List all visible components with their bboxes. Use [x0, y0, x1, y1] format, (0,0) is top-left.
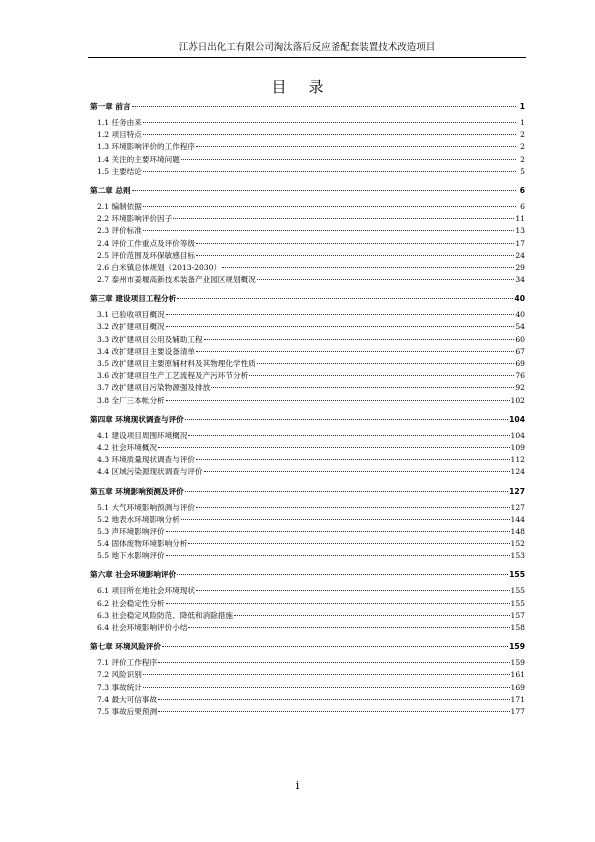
chapter-entry[interactable]: [90, 293, 525, 309]
section-title: 3.5 改扩建项目主要原辅材料及其物理化学性质: [97, 359, 256, 368]
chapter-title: 第六章 社会环境影响评价: [90, 570, 177, 580]
section-title: 5.3 声环境影响评价: [97, 526, 165, 536]
chapter-entry[interactable]: [90, 185, 525, 201]
section-page-number: 148: [510, 526, 525, 536]
section-page-number: 158: [510, 623, 525, 632]
dot-leader: [166, 400, 510, 401]
chapter-title: 第二章 总则: [90, 185, 131, 195]
section-title: 7.1 评价工作程序: [97, 658, 158, 668]
section-title: 1.2 项目特点: [97, 130, 142, 140]
dot-leader: [177, 298, 513, 299]
dot-leader: [143, 206, 516, 207]
section-entry[interactable]: [90, 346, 525, 358]
section-title: 7.5 事故后果预测: [97, 706, 158, 716]
section-entry[interactable]: [90, 117, 525, 129]
section-entry[interactable]: [90, 502, 525, 514]
section-page-number: 92: [515, 383, 525, 393]
section-entry[interactable]: [90, 238, 525, 250]
section-entry[interactable]: [90, 514, 525, 526]
section-title: 7.2 风险识别: [97, 670, 142, 680]
toc-chapter: [90, 414, 525, 479]
section-page-number: 76: [515, 371, 525, 381]
dot-leader: [222, 267, 514, 268]
dot-leader: [196, 590, 509, 591]
section-page-number: 40: [515, 310, 525, 320]
dot-leader: [185, 419, 508, 420]
section-page-number: 11: [515, 214, 525, 224]
section-page-number: 124: [510, 467, 525, 477]
section-entry[interactable]: [90, 309, 525, 321]
dot-leader: [143, 171, 516, 172]
table-of-contents: [90, 101, 525, 718]
dot-leader: [173, 218, 514, 219]
section-entry[interactable]: [90, 598, 525, 610]
section-title: 3.2 改扩建项目概况: [97, 322, 165, 332]
toc-chapter: [90, 641, 525, 718]
dot-leader: [257, 363, 515, 364]
section-entry[interactable]: [90, 682, 525, 694]
dot-leader: [196, 243, 514, 244]
section-entry[interactable]: [90, 706, 525, 718]
dot-leader: [158, 447, 509, 448]
dot-leader: [181, 519, 510, 520]
section-page-number: 60: [515, 334, 525, 344]
section-title: 2.1 编制依据: [97, 201, 142, 211]
section-page-number: 109: [510, 442, 525, 452]
section-entry[interactable]: [90, 166, 525, 178]
dot-leader: [249, 375, 514, 376]
dot-leader: [166, 603, 510, 604]
chapter-entry[interactable]: [90, 486, 525, 502]
section-page-number: 153: [510, 551, 525, 561]
dot-leader: [234, 615, 510, 616]
section-title: 5.2 地表水环境影响分析: [97, 514, 180, 524]
section-title: 2.4 评价工作重点及评价等级: [97, 238, 196, 248]
dot-leader: [185, 491, 508, 492]
section-title: 1.4 关注的主要环境问题: [97, 154, 180, 164]
chapter-title: 第五章 环境影响预测及评价: [90, 486, 184, 496]
chapter-page-number: 127: [509, 486, 525, 496]
section-page-number: 5: [520, 166, 525, 176]
section-title: 5.5 地下水影响评价: [97, 551, 165, 561]
chapter-page-number: 155: [509, 570, 525, 580]
chapter-page-number: 159: [509, 642, 525, 652]
section-title: 1.5 主要结论: [97, 166, 142, 176]
section-entry[interactable]: [90, 274, 525, 286]
dot-leader: [188, 543, 509, 544]
section-page-number: 159: [510, 658, 525, 668]
dot-leader: [204, 471, 510, 472]
chapter-title: 第一章 前言: [90, 102, 131, 111]
section-title: 1.3 环境影响评价的工作程序: [97, 142, 196, 152]
section-title: 3.8 全厂三本帐分析: [97, 395, 165, 405]
dot-leader: [177, 574, 508, 575]
section-entry[interactable]: [90, 622, 525, 634]
section-page-number: 2: [520, 130, 525, 140]
dot-leader: [158, 699, 509, 700]
section-entry[interactable]: [90, 382, 525, 394]
section-page-number: 1: [520, 118, 525, 127]
dot-leader: [188, 435, 509, 436]
section-entry[interactable]: [90, 550, 525, 562]
section-page-number: 104: [510, 430, 525, 440]
dot-leader: [143, 230, 514, 231]
dot-leader: [143, 674, 510, 675]
section-title: 4.3 环境质量现状调查与评价: [97, 455, 196, 465]
section-title: 6.1 项目所在地社会环境现状: [97, 586, 196, 596]
section-title: 3.3 改扩建项目公用及辅助工程: [97, 334, 203, 344]
section-page-number: 17: [515, 238, 525, 248]
section-title: 4.1 建设项目周围环境概况: [97, 430, 188, 440]
dot-leader: [257, 279, 515, 280]
section-entry[interactable]: [90, 526, 525, 538]
dot-leader: [143, 122, 516, 123]
section-entry[interactable]: [90, 334, 525, 346]
dot-leader: [132, 106, 516, 107]
section-title: 6.4 社会环境影响评价小结: [97, 623, 188, 632]
chapter-page-number: 1: [519, 102, 525, 111]
section-title: 2.5 评价范围及环保敏感目标: [97, 250, 196, 260]
section-entry[interactable]: [90, 430, 525, 442]
dot-leader: [196, 255, 514, 256]
section-entry[interactable]: [90, 358, 525, 370]
section-page-number: 157: [510, 610, 525, 620]
section-title: 5.4 固体废物环境影响分析: [97, 539, 188, 549]
toc-chapter: [90, 486, 525, 563]
section-page-number: 2: [520, 154, 525, 164]
section-page-number: 67: [515, 346, 525, 356]
section-title: 3.1 已验收项目概况: [97, 310, 165, 320]
section-page-number: 24: [515, 250, 525, 260]
section-entry[interactable]: [90, 585, 525, 597]
section-page-number: 69: [515, 359, 525, 368]
section-page-number: 29: [515, 262, 525, 272]
section-title: 2.2 环境影响评价因子: [97, 214, 173, 224]
section-page-number: 155: [510, 586, 525, 596]
toc-title: 目录: [271, 78, 346, 96]
dot-leader: [166, 314, 515, 315]
dot-leader: [196, 459, 509, 460]
section-entry[interactable]: [90, 610, 525, 622]
chapter-title: 第七章 环境风险评价: [90, 642, 161, 652]
section-title: 3.6 改扩建项目生产工艺流程及产污环节分析: [97, 371, 249, 381]
chapter-entry[interactable]: [90, 101, 525, 117]
chapter-entry[interactable]: [90, 641, 525, 657]
section-title: 6.2 社会稳定性分析: [97, 598, 165, 608]
section-entry[interactable]: [90, 154, 525, 166]
section-entry[interactable]: [90, 262, 525, 274]
section-page-number: 54: [515, 322, 525, 332]
section-page-number: 171: [510, 694, 525, 704]
section-page-number: 161: [510, 670, 525, 680]
toc-chapter: [90, 185, 525, 286]
section-entry[interactable]: [90, 694, 525, 706]
section-entry[interactable]: [90, 225, 525, 237]
dot-leader: [211, 387, 514, 388]
toc-chapter: [90, 569, 525, 634]
section-page-number: 34: [515, 275, 525, 285]
dot-leader: [162, 646, 508, 647]
dot-leader: [143, 687, 510, 688]
chapter-entry[interactable]: [90, 569, 525, 585]
dot-leader: [166, 555, 510, 556]
section-entry[interactable]: [90, 466, 525, 478]
section-page-number: 155: [510, 598, 525, 608]
section-title: 5.1 大气环境影响预测与评价: [97, 502, 196, 512]
section-page-number: 102: [510, 395, 525, 405]
section-page-number: 2: [520, 142, 525, 152]
section-entry[interactable]: [90, 538, 525, 550]
section-entry[interactable]: [90, 669, 525, 681]
section-title: 2.3 评价标准: [97, 226, 142, 236]
toc-chapter: [90, 293, 525, 407]
section-page-number: 13: [515, 226, 525, 236]
section-title: 4.4 区域污染源现状调查与评价: [97, 467, 203, 477]
dot-leader: [181, 159, 516, 160]
section-entry[interactable]: [90, 141, 525, 153]
dot-leader: [166, 531, 510, 532]
section-page-number: 177: [510, 706, 525, 716]
section-entry[interactable]: [90, 321, 525, 333]
section-title: 1.1 任务由来: [97, 118, 142, 127]
chapter-page-number: 6: [519, 185, 525, 195]
dot-leader: [196, 146, 516, 147]
section-entry[interactable]: [90, 129, 525, 141]
section-title: 6.3 社会稳定风险防范、降低和消除措施: [97, 610, 233, 620]
chapter-entry[interactable]: [90, 414, 525, 430]
section-title: 2.7 泰州市姜堰高新技术装备产业园区规划概况: [97, 275, 256, 285]
chapter-page-number: 40: [514, 294, 525, 304]
section-entry[interactable]: [90, 250, 525, 262]
section-page-number: 127: [510, 502, 525, 512]
running-header: 江苏日出化工有限公司淘汰落后反应釜配套装置技术改造项目: [178, 42, 436, 53]
section-title: 7.3 事故统计: [97, 682, 142, 692]
dot-leader: [188, 627, 509, 628]
page-number: i: [295, 779, 300, 792]
section-entry[interactable]: [90, 201, 525, 213]
section-title: 7.4 最大可信事故: [97, 694, 158, 704]
dot-leader: [196, 507, 509, 508]
section-entry[interactable]: [90, 657, 525, 669]
dot-leader: [196, 351, 514, 352]
dot-leader: [204, 339, 515, 340]
section-page-number: 6: [520, 201, 525, 211]
section-page-number: 112: [510, 455, 525, 465]
section-entry[interactable]: [90, 370, 525, 382]
dot-leader: [158, 711, 509, 712]
chapter-title: 第四章 环境现状调查与评价: [90, 414, 184, 424]
chapter-page-number: 104: [509, 414, 525, 424]
section-entry[interactable]: [90, 395, 525, 407]
section-title: 2.6 白米镇总体规划（2013-2030）: [97, 262, 222, 272]
section-title: 3.7 改扩建项目污染物源强及排放: [97, 383, 211, 393]
header-rule: [88, 57, 526, 58]
section-entry[interactable]: [90, 454, 525, 466]
section-title: 4.2 社会环境概况: [97, 442, 158, 452]
dot-leader: [166, 326, 515, 327]
section-entry[interactable]: [90, 442, 525, 454]
section-entry[interactable]: [90, 213, 525, 225]
chapter-title: 第三章 建设项目工程分析: [90, 294, 177, 304]
section-title: 3.4 改扩建项目主要设备清单: [97, 346, 196, 356]
toc-chapter: [90, 101, 525, 178]
dot-leader: [132, 190, 516, 191]
dot-leader: [158, 662, 509, 663]
section-page-number: 169: [510, 682, 525, 692]
section-page-number: 152: [510, 539, 525, 549]
section-page-number: 144: [510, 514, 525, 524]
dot-leader: [143, 134, 516, 135]
